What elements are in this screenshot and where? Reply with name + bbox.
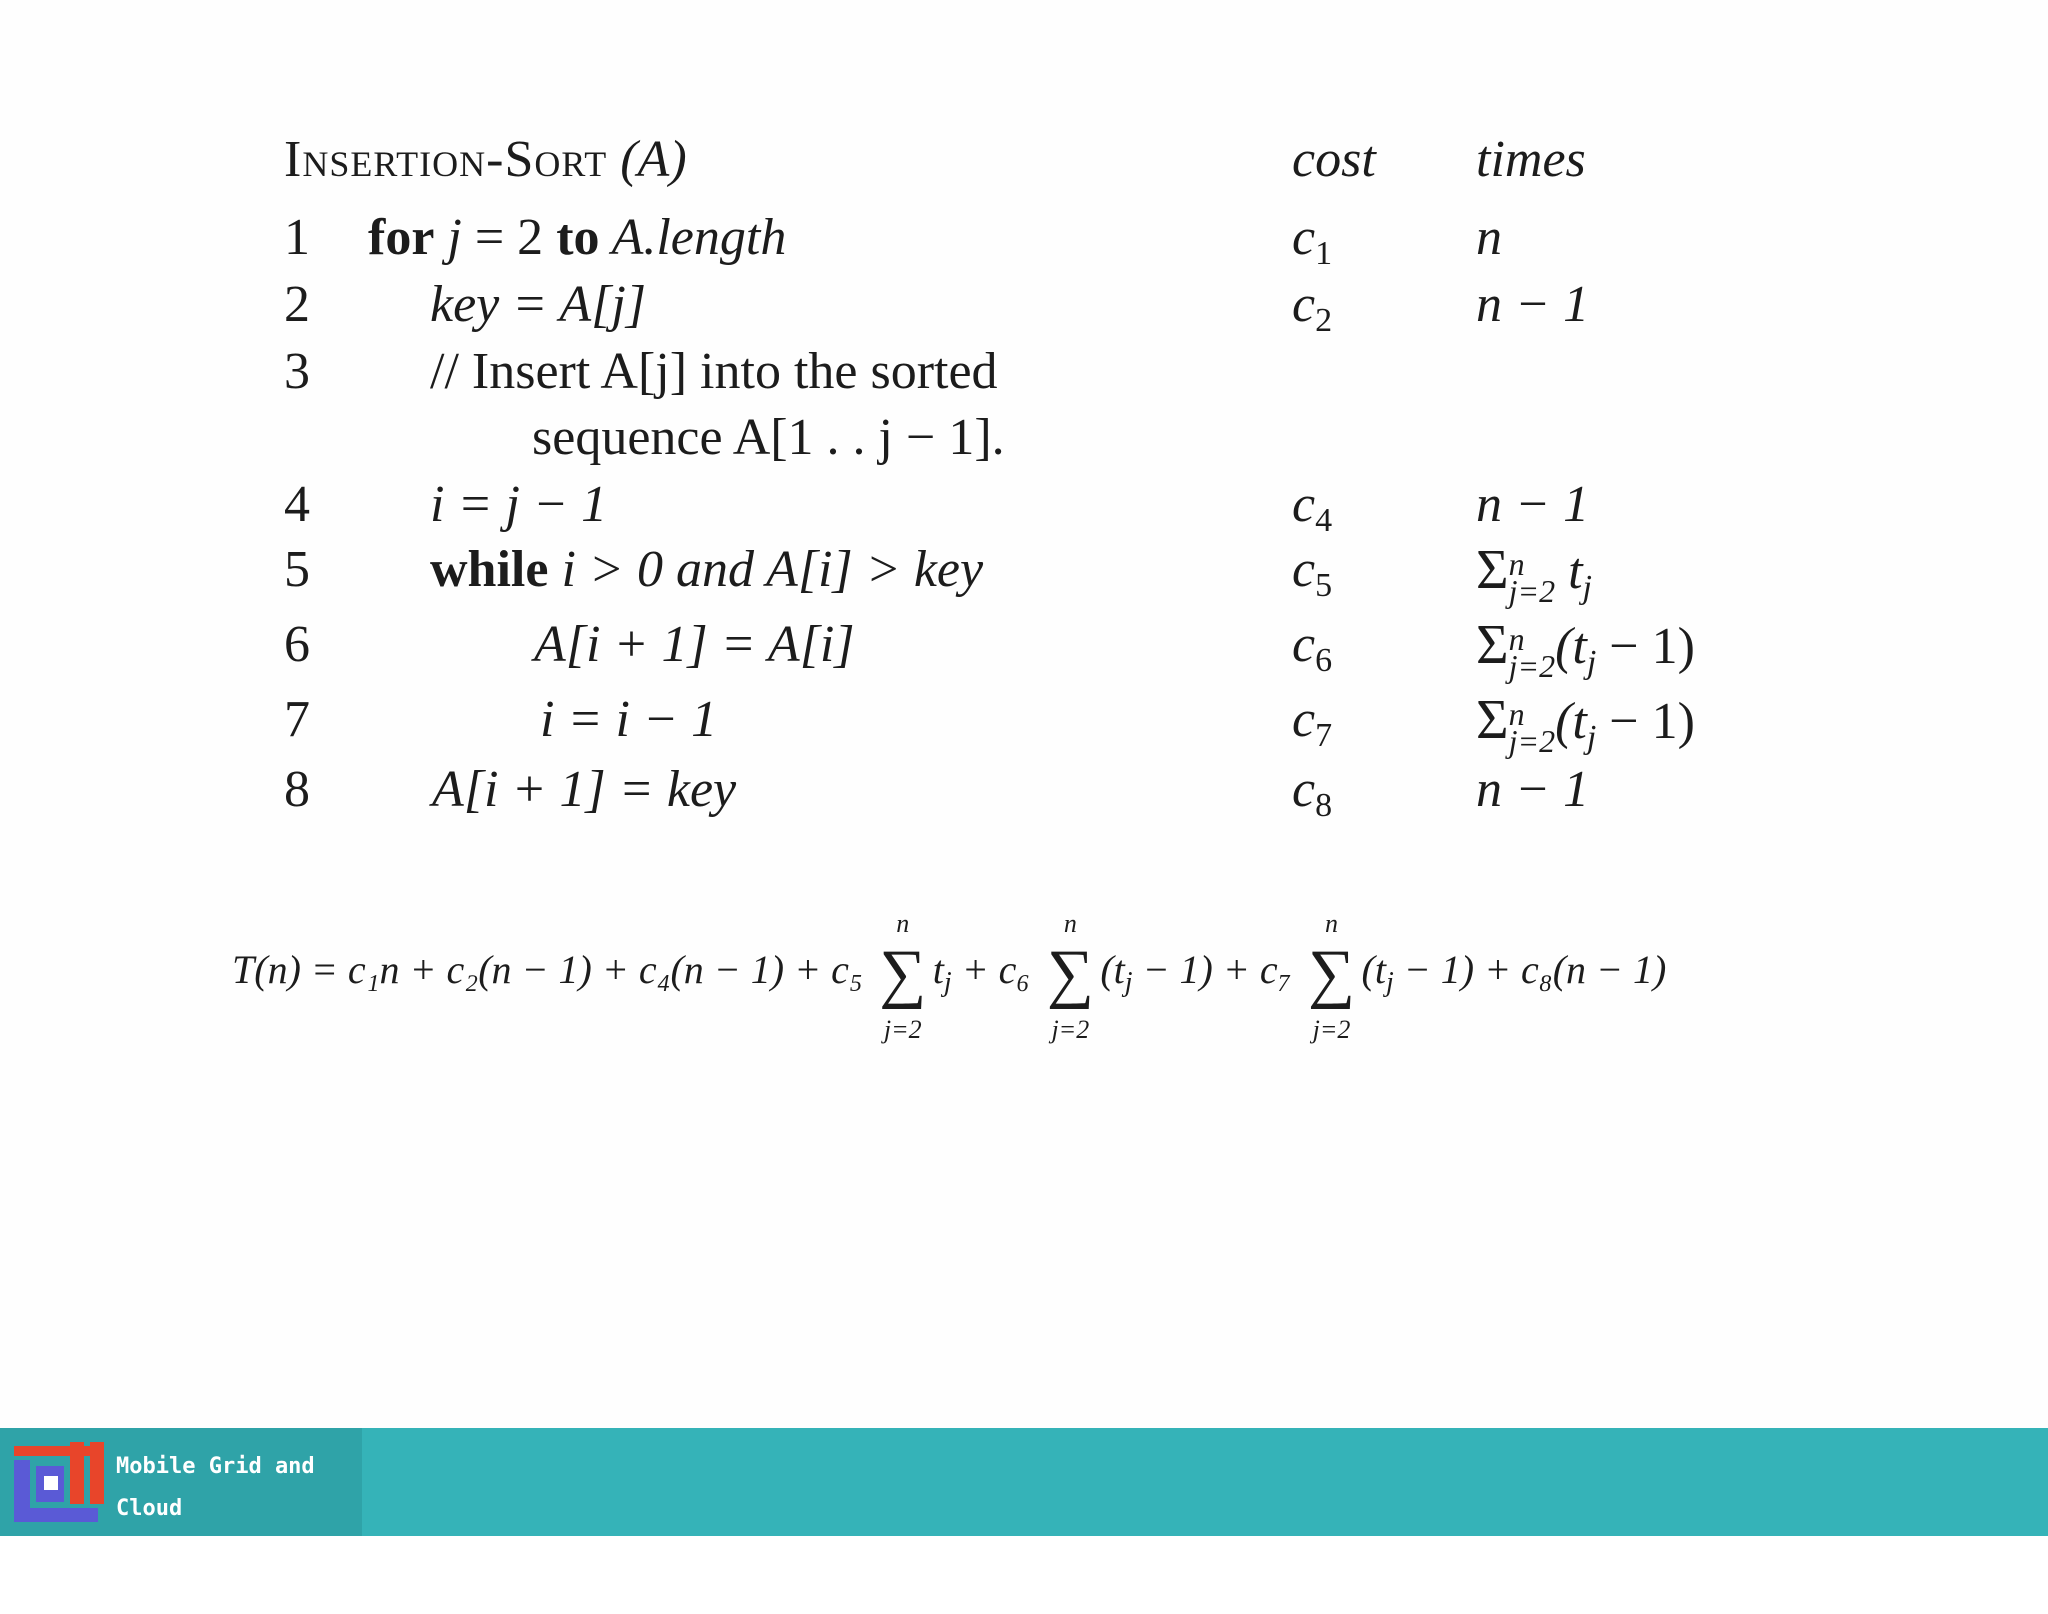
line-code: i = i − 1: [540, 691, 718, 748]
algorithm-name: Insertion-Sort: [284, 131, 608, 188]
formula-lhs: T(n) =: [232, 947, 338, 992]
lab-name-line-2: Computing Laboratory: [116, 1538, 249, 1605]
code-line-4: [284, 470, 1804, 540]
formula-part-3: − 1) + c₇: [1132, 947, 1292, 992]
cost-header: cost: [1292, 131, 1376, 188]
line-number: 1: [284, 209, 310, 266]
code-line-2: [284, 270, 1804, 340]
summation-1: n ∑ j=2: [879, 908, 927, 1044]
code-line-7: [284, 685, 1804, 759]
line-cost: $c_1$: [1292, 209, 1333, 272]
line-times: Σ n $j=2(t_j - 1)$: [1476, 689, 1695, 759]
code-line-3: [284, 337, 1804, 407]
code-line-1: [284, 203, 1804, 273]
header-row: [284, 125, 1804, 195]
line-comment: // Insert A[j] into the sorted: [430, 343, 998, 400]
line-number: 8: [284, 761, 310, 818]
line-times: Σ n $j=2(t_j - 1)$: [1476, 614, 1695, 684]
line-times: n − 1: [1476, 476, 1590, 533]
line-cost: $c_8$: [1292, 761, 1333, 824]
running-time-formula: [232, 900, 1852, 1044]
line-number: 2: [284, 276, 310, 333]
formula-part-1: c₁n + c₂(n − 1) + c₄(n − 1) + c₅: [347, 947, 863, 992]
lab-logo-icon: [14, 1442, 104, 1522]
code-line-6: [284, 610, 1804, 684]
line-number: 3: [284, 343, 310, 400]
algorithm-title: [284, 125, 687, 195]
line-cost: $c_7$: [1292, 691, 1333, 754]
line-cost: $c_4$: [1292, 476, 1333, 539]
formula-part-4: − 1) + c₈(n − 1): [1393, 947, 1667, 992]
line-times: n − 1: [1476, 761, 1590, 818]
lab-name-line-1: Mobile Grid and Cloud: [116, 1454, 315, 1521]
line-times: n − 1: [1476, 276, 1590, 333]
formula-row: T(n) = c₁n + c₂(n − 1) + c₄(n − 1) + c₅ n ∑ j=2 $t_j + c_6$ n ∑ j=2 $(t_j - 1) + c_7$ n ∑ j=2 $(t_j - 1) + c_8(n - 1)$: [232, 908, 1667, 1044]
times-header: times: [1476, 131, 1586, 188]
line-code: A[i + 1] = A[i]: [534, 616, 855, 673]
algorithm-arg: (A): [620, 131, 687, 188]
line-number: 6: [284, 616, 310, 673]
insertion-sort-pseudocode: [284, 125, 1804, 825]
line-number: 7: [284, 691, 310, 748]
formula-part-2: + c₆: [951, 947, 1031, 992]
code-line-5: [284, 535, 1804, 609]
line-code: i = j − 1: [430, 476, 608, 533]
line-number: 4: [284, 476, 310, 533]
summation-2: n ∑ j=2: [1046, 908, 1094, 1044]
footer-bar: [0, 1428, 2048, 1605]
code-line-3-continued: [284, 403, 1804, 473]
line-cost: $c_5$: [1292, 541, 1333, 604]
line-cost: $c_6$: [1292, 616, 1333, 679]
line-code: for j = 2 to A.length: [368, 209, 787, 266]
line-number: 5: [284, 541, 310, 598]
line-times: Σ n j=2 $t_j$: [1476, 539, 1592, 609]
line-comment-continued: sequence A[1 . . j − 1].: [532, 409, 1005, 466]
line-code: A[i + 1] = key: [432, 761, 737, 818]
summation-3: n ∑ j=2: [1308, 908, 1356, 1044]
line-code: key = A[j]: [430, 276, 647, 333]
code-line-8: [284, 755, 1804, 825]
lab-name: [116, 1446, 362, 1614]
lab-branding: [0, 1428, 362, 1605]
line-code: while i > 0 and A[i] > key: [430, 541, 984, 598]
line-times: n: [1476, 209, 1502, 266]
line-cost: $c_2$: [1292, 276, 1333, 339]
